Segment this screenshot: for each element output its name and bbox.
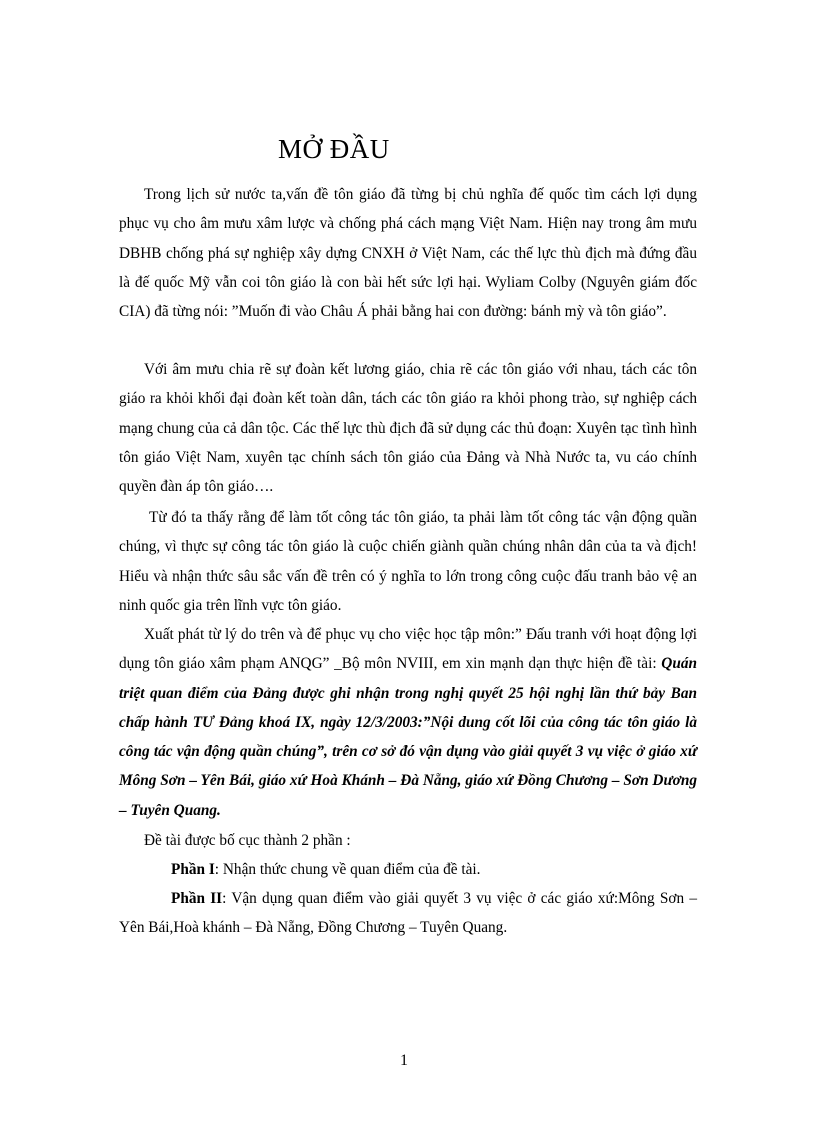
- page-title: MỞ ĐẦU: [278, 134, 390, 164]
- topic-title: Quán triệt quan điểm của Đảng được ghi nhận trong nghị quyết 25 hội nghị lần thứ bảy Ban chấp hành TƯ Đảng khoá IX, ngày 12/3/2003:”Nội dung cốt lõi của công tác tôn giáo là công tác vận động quần chúng”, trên cơ sở đó vận dụng vào giải quyết 3 vụ việc ở giáo xứ Mông Sơn – Yên Bái, giáo xứ Hoà Khánh – Đà Nẵng, giáo xứ Đồng Chương – Sơn Dương – Tuyên Quang.: [119, 655, 697, 819]
- paragraph-hostile-schemes: Với âm mưu chia rẽ sự đoàn kết lương giáo, chia rẽ các tôn giáo với nhau, tách các tôn giáo ra khỏi khối đại đoàn kết toàn dân, tách các tôn giáo ra khỏi phong trào, sự nghiệp cách mạng chung của cả dân tộc. Các thế lực thù địch đã sử dụng các thủ đoạn: Xuyên tạc tình hình tôn giáo Việt Nam, xuyên tạc chính sách tôn giáo của Đảng và Nhà Nước ta, vu cáo chính quyền đàn áp tôn giáo….: [119, 361, 697, 496]
- page-number: 1: [400, 1052, 408, 1069]
- part-one-label: Phần I: [171, 861, 215, 878]
- part-two-text: : Vận dụng quan điểm vào giải quyết 3 vụ việc ở các giáo xứ:Mông Sơn – Yên Bái,Hoà khánh – Đà Nẵng, Đồng Chương – Tuyên Quang.: [119, 890, 697, 937]
- paragraph-topic: [119, 620, 697, 825]
- part-two-item: [119, 884, 697, 943]
- part-two-label: Phần II: [171, 890, 223, 907]
- topic-intro-text: Xuất phát từ lý do trên và để phục vụ cho việc học tập môn:” Đấu tranh với hoạt động lợi dụng tôn giáo xâm phạm ANQG” _Bộ môn NVIII, em xin mạnh dạn thực hiện đề tài:: [119, 626, 697, 673]
- paragraph-intro-history: Trong lịch sử nước ta,vấn đề tôn giáo đã từng bị chủ nghĩa đế quốc tìm cách lợi dụng phục vụ cho âm mưu xâm lược và chống phá cách mạng Việt Nam. Hiện nay trong âm mưu DBHB chống phá sự nghiệp xây dựng CNXH ở Việt Nam, các thế lực thù địch mà đứng đầu là đế quốc Mỹ vẫn coi tôn giáo là con bài hết sức lợi hại. Wyliam Colby (Nguyên giám đốc CIA) đã từng nói: ”Muốn đi vào Châu Á phải bằng hai con đường: bánh mỳ và tôn giáo”.: [119, 186, 697, 321]
- part-one-item: [119, 855, 697, 884]
- paragraph-mass-mobilization: Từ đó ta thấy rằng để làm tốt công tác tôn giáo, ta phải làm tốt công tác vận động quần chúng, vì thực sự công tác tôn giáo là cuộc chiến giành quần chúng nhân dân của ta và địch! Hiểu và nhận thức sâu sắc vấn đề trên có ý nghĩa to lớn trong công cuộc đấu tranh bảo vệ an ninh quốc gia trên lĩnh vực tôn giáo.: [119, 509, 697, 614]
- part-one-text: : Nhận thức chung về quan điểm của đề tài.: [214, 861, 481, 878]
- paragraph-structure: Đề tài được bố cục thành 2 phần :: [144, 832, 351, 849]
